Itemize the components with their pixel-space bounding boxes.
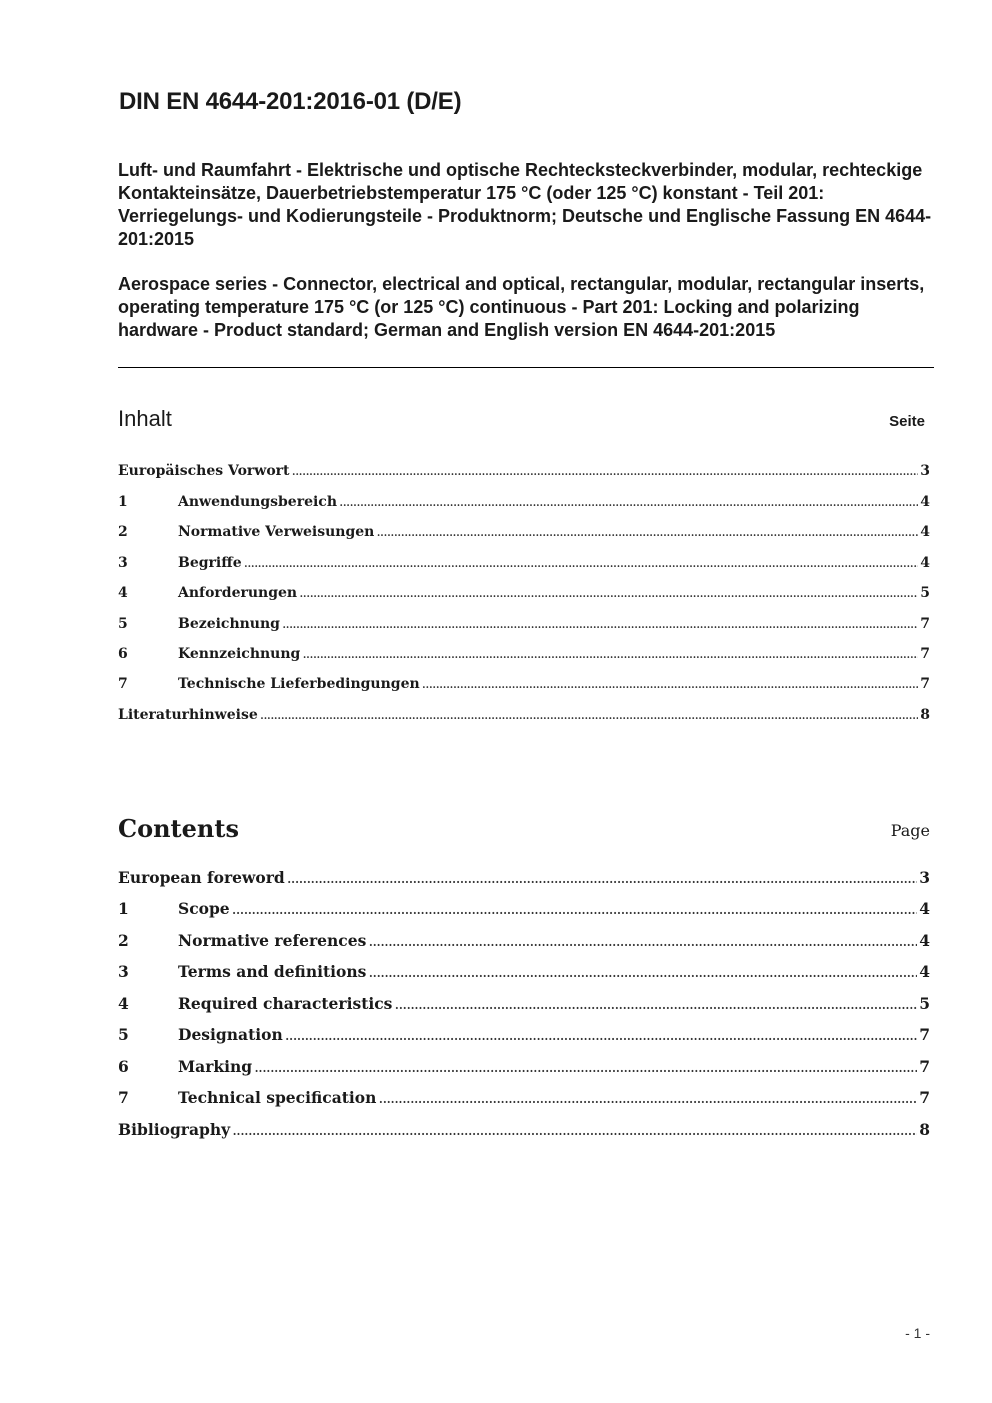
toc-entry-number: 7 [118, 676, 128, 692]
toc-entry-label: European foreword [118, 868, 285, 887]
toc-entry-page: 7 [919, 1057, 930, 1076]
toc-entry-label: Terms and definitions [178, 962, 367, 981]
toc-leader-dots [244, 555, 919, 571]
subtitle-german: Luft- und Raumfahrt - Elektrische und optische Rechtecksteckverbinder, modular, rechteckige Kontakteinsätze, Dauerbetriebstemperatur 175 °C (oder 125 °C) konstant - Teil 201: Verriegelungs- und Kodierungsteile - Produktnorm; Deutsche und Englische Fassung EN 4644-201:2015 [118, 160, 932, 249]
toc-entry[interactable] [118, 707, 930, 723]
toc-entry-label: Marking [178, 1057, 253, 1076]
toc-entry-page: 7 [919, 1025, 930, 1044]
toc-entry-page: 4 [920, 494, 930, 510]
toc-entry-number: 3 [118, 555, 128, 571]
toc-entry-number: 5 [118, 616, 128, 632]
toc-entry[interactable] [118, 1025, 930, 1044]
toc-entry-label: Begriffe [178, 555, 242, 571]
toc-heading-english: Contents [118, 814, 239, 843]
toc-entry-page: 5 [919, 994, 930, 1013]
toc-entry[interactable] [118, 555, 930, 571]
toc-leader-dots [368, 932, 917, 950]
toc-leader-dots [368, 963, 917, 981]
toc-entry-number: 6 [118, 1057, 129, 1076]
toc-entry-page: 4 [919, 899, 930, 918]
toc-entry[interactable] [118, 962, 930, 981]
toc-entry-page: 4 [919, 962, 930, 981]
toc-entry-number: 1 [118, 899, 129, 918]
toc-entry-number: 2 [118, 931, 129, 950]
toc-entry-number: 4 [118, 585, 128, 601]
toc-entry[interactable] [118, 585, 930, 601]
toc-leader-dots [232, 1121, 917, 1139]
toc-entry-label: Europäisches Vorwort [118, 463, 290, 479]
toc-entry-page: 7 [919, 1088, 930, 1107]
toc-entry[interactable] [118, 1088, 930, 1107]
toc-entry-page: 8 [920, 707, 930, 723]
toc-entry-number: 5 [118, 1025, 129, 1044]
toc-entry[interactable] [118, 463, 930, 479]
toc-leader-dots [376, 524, 918, 540]
toc-leader-dots [339, 494, 918, 510]
toc-leader-dots [302, 646, 918, 662]
toc-entry-number: 6 [118, 646, 128, 662]
toc-entry-label: Normative references [178, 931, 367, 950]
page-number: - 1 - [905, 1325, 930, 1341]
toc-page-label-english: Page [890, 821, 930, 840]
subtitle-english: Aerospace series - Connector, electrical and optical, rectangular, modular, rectangular inserts, operating temperature 175 °C (or 125 °C) continuous - Part 201: Locking and polarizing hardware - Product standard; German and English version EN 4644-201:2015 [118, 274, 925, 340]
toc-entry[interactable] [118, 524, 930, 540]
toc-entry-label: Bibliography [118, 1120, 231, 1139]
toc-entry-label: Anforderungen [178, 585, 298, 601]
toc-leader-dots [260, 707, 919, 723]
toc-entry-label: Normative Verweisungen [178, 524, 375, 540]
title-divider [118, 367, 934, 368]
toc-entry[interactable] [118, 616, 930, 632]
toc-entry-label: Kennzeichnung [178, 646, 301, 662]
toc-entry-page: 4 [919, 931, 930, 950]
toc-leader-dots [254, 1058, 917, 1076]
toc-leader-dots [292, 463, 919, 479]
toc-leader-dots [299, 585, 918, 601]
toc-heading-german: Inhalt [118, 406, 172, 431]
toc-entry-page: 7 [920, 616, 930, 632]
toc-entry[interactable] [118, 899, 930, 918]
toc-entry-page: 8 [919, 1120, 930, 1139]
toc-entry[interactable] [118, 1057, 930, 1076]
document-title: DIN EN 4644-201:2016-01 (D/E) [119, 88, 462, 115]
toc-entry-number: 7 [118, 1088, 129, 1107]
toc-entry-label: Literaturhinweise [118, 707, 258, 723]
toc-entry-label: Anwendungsbereich [178, 494, 337, 510]
toc-leader-dots [378, 1089, 917, 1107]
toc-entry[interactable] [118, 1120, 930, 1139]
toc-leader-dots [287, 869, 917, 887]
toc-leader-dots [394, 995, 917, 1013]
toc-leader-dots [285, 1026, 917, 1044]
toc-entry-page: 3 [919, 868, 930, 887]
toc-entry[interactable] [118, 646, 930, 662]
toc-entry-label: Scope [178, 899, 230, 918]
toc-entry[interactable] [118, 676, 930, 692]
toc-entry-number: 4 [118, 994, 129, 1013]
toc-page-label-german: Seite [889, 413, 925, 430]
toc-entry-page: 3 [920, 463, 930, 479]
toc-leader-dots [232, 900, 918, 918]
toc-entry-number: 1 [118, 494, 128, 510]
toc-entry-label: Bezeichnung [178, 616, 280, 632]
toc-entry-page: 5 [920, 585, 930, 601]
toc-entry[interactable] [118, 931, 930, 950]
toc-leader-dots [422, 676, 919, 692]
toc-entry-number: 2 [118, 524, 128, 540]
toc-entry-page: 7 [920, 646, 930, 662]
toc-entry-label: Required characteristics [178, 994, 393, 1013]
toc-entry-number: 3 [118, 962, 129, 981]
toc-entry-label: Designation [178, 1025, 283, 1044]
toc-entry[interactable] [118, 994, 930, 1013]
toc-entry[interactable] [118, 868, 930, 887]
toc-entry-label: Technische Lieferbedingungen [178, 676, 420, 692]
toc-entry-page: 4 [920, 524, 930, 540]
toc-entry-label: Technical specification [178, 1088, 377, 1107]
toc-entry-page: 7 [920, 676, 930, 692]
toc-entry[interactable] [118, 494, 930, 510]
toc-leader-dots [282, 616, 918, 632]
toc-entry-page: 4 [920, 555, 930, 571]
